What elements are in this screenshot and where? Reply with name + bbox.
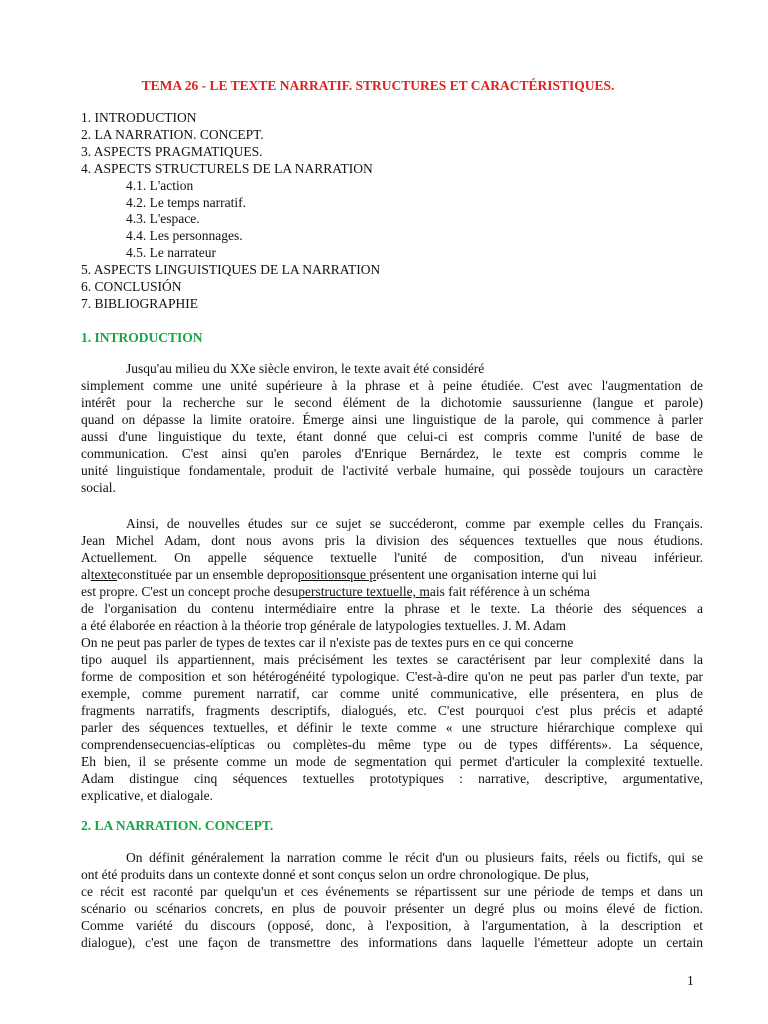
- toc-item: 6. CONCLUSIÓN: [81, 279, 182, 295]
- narration-paragraph-1: [81, 849, 703, 951]
- text-line: On définit généralement la narration comme le récit d'un ou plusieurs faits, réels ou fictifs, qui se: [126, 850, 703, 865]
- toc-subitem: 4.2. Le temps narratif.: [126, 194, 246, 210]
- underlined-text: perstructure textuelle, m: [298, 584, 430, 599]
- text-line: simplement comme une unité supérieure à la phrase et à peine étudiée. C'est avec l'augmentation de: [81, 378, 703, 393]
- underlined-text: positionsque p: [297, 567, 377, 582]
- text-line: communication. C'est ainsi qu'en paroles d'Enrique Bernárdez, le texte est compris comme le: [81, 446, 703, 461]
- text-line: fragments narratifs, fragments descriptifs, dialogués, etc. C'est pourquoi c'est plus précis et adapté: [81, 703, 703, 718]
- text-segment: ais fait référence à un schéma: [429, 584, 590, 599]
- text-line: On ne peut pas parler de types de textes car il n'existe pas de textes purs en ce qui concerne: [81, 635, 574, 650]
- table-of-contents: [81, 110, 380, 313]
- text-line: Jusqu'au milieu du XXe siècle environ, le texte avait été considéré: [126, 361, 485, 376]
- toc-item: 4. ASPECTS STRUCTURELS DE LA NARRATION: [81, 160, 373, 176]
- toc-item: 2. LA NARRATION. CONCEPT.: [81, 126, 264, 142]
- toc-item: 7. BIBLIOGRAPHIE: [81, 295, 198, 311]
- text-line: Adam distingue cinq séquences textuelles prototypiques : narrative, descriptive, argumentative,: [81, 771, 703, 786]
- text-line: Ainsi, de nouvelles études sur ce sujet se succéderont, comme par exemple celles du Français.: [126, 516, 703, 531]
- toc-item: 3. ASPECTS PRAGMATIQUES.: [81, 143, 263, 159]
- section-heading-narration-concept: 2. LA NARRATION. CONCEPT.: [81, 818, 274, 833]
- text-line: de l'organisation du contenu intermédiaire entre la phrase et le texte. La théorie des séquences a: [81, 601, 703, 616]
- text-line: parler des séquences textuelles, et définir le texte comme « une structure hiérarchique complexe qui: [81, 720, 703, 735]
- text-line: Actuellement. On appelle séquence textuelle l'unité de composition, d'un niveau inférieur.: [81, 550, 703, 565]
- text-line: social.: [81, 480, 116, 495]
- text-line: intérêt pour la recherche sur le second élément de la dichotomie saussurienne (langue et parole): [81, 395, 703, 410]
- text-line: tipo auquel ils appartiennent, mais précisément les textes se caractérisent par leur complexité dans la: [81, 652, 703, 667]
- text-line: [81, 566, 703, 583]
- text-line: Jean Michel Adam, dont nous avons pris la division des séquences textuelles que nous étudions.: [81, 533, 703, 548]
- text-line: explicative, et dialogale.: [81, 788, 213, 803]
- text-line: Comme variété du discours (opposé, donc, à l'exposition, à l'argumentation, à la description et: [81, 918, 703, 933]
- text-line: ont été produits dans un contexte donné et sont conçus selon un ordre chronologique. De plus,: [81, 867, 590, 882]
- toc-subitem: 4.1. L'action: [126, 177, 194, 193]
- text-line: Eh bien, il se présente comme un mode de segmentation qui permet d'articuler la complexité textuelle.: [81, 754, 703, 769]
- text-segment: est propre. C'est un concept proche desu: [81, 584, 299, 599]
- text-line: exemple, comme purement narratif, car comme unité communicative, elle présentera, en plus de: [81, 686, 703, 701]
- toc-item: 1. INTRODUCTION: [81, 110, 197, 125]
- text-line: ce récit est raconté par quelqu'un et ces événements se répartissent sur une période de temps et dans un: [81, 884, 703, 899]
- text-segment: al: [81, 567, 91, 582]
- page-number: 1: [687, 973, 694, 988]
- underlined-text: texte: [90, 567, 117, 582]
- toc-subitem: 4.3. L'espace.: [126, 211, 200, 227]
- toc-item: 5. ASPECTS LINGUISTIQUES DE LA NARRATION: [81, 262, 381, 278]
- toc-subitem: 4.4. Les personnages.: [126, 228, 243, 244]
- text-segment: résentent une organisation interne qui lui: [376, 567, 597, 582]
- text-line: a été élaborée en réaction à la théorie trop générale de latypologies textuelles. J. M. Adam: [81, 618, 567, 633]
- text-line: [81, 583, 703, 600]
- intro-paragraph-2: [81, 515, 703, 804]
- text-line: forme de composition et son hétérogénéité typologique. C'est-à-dire qu'on ne peut pas parler d'un texte, par: [81, 669, 703, 684]
- text-line: quand on dépasse la limite oratoire. Émerge ainsi une linguistique de la parole, qui commence à parler: [81, 412, 703, 427]
- document-title: TEMA 26 - LE TEXTE NARRATIF. STRUCTURES ET CARACTÉRISTIQUES.: [141, 78, 615, 93]
- toc-subitem: 4.5. Le narrateur: [126, 245, 216, 261]
- text-segment: constituée par un ensemble depro: [117, 567, 298, 582]
- intro-paragraph-1: [81, 360, 703, 496]
- section-heading-introduction: 1. INTRODUCTION: [81, 330, 203, 345]
- text-line: scénario ou scénarios concrets, en plus de pouvoir présenter un degré plus ou moins élevé de fiction.: [81, 901, 703, 916]
- text-line: comprendensecuencias-elípticas ou complètes-du même type ou de types différents». La séquence,: [81, 737, 703, 752]
- text-line: unité linguistique fondamentale, produit de l'activité verbale humaine, qui possède toujours un caractère: [81, 463, 703, 478]
- text-line: dialogue), c'est une façon de transmettre des informations dans laquelle l'émetteur adopte un certain: [81, 935, 703, 950]
- text-line: aussi d'une linguistique du texte, étant donné que celui-ci est compris comme l'unité de base de: [81, 429, 703, 444]
